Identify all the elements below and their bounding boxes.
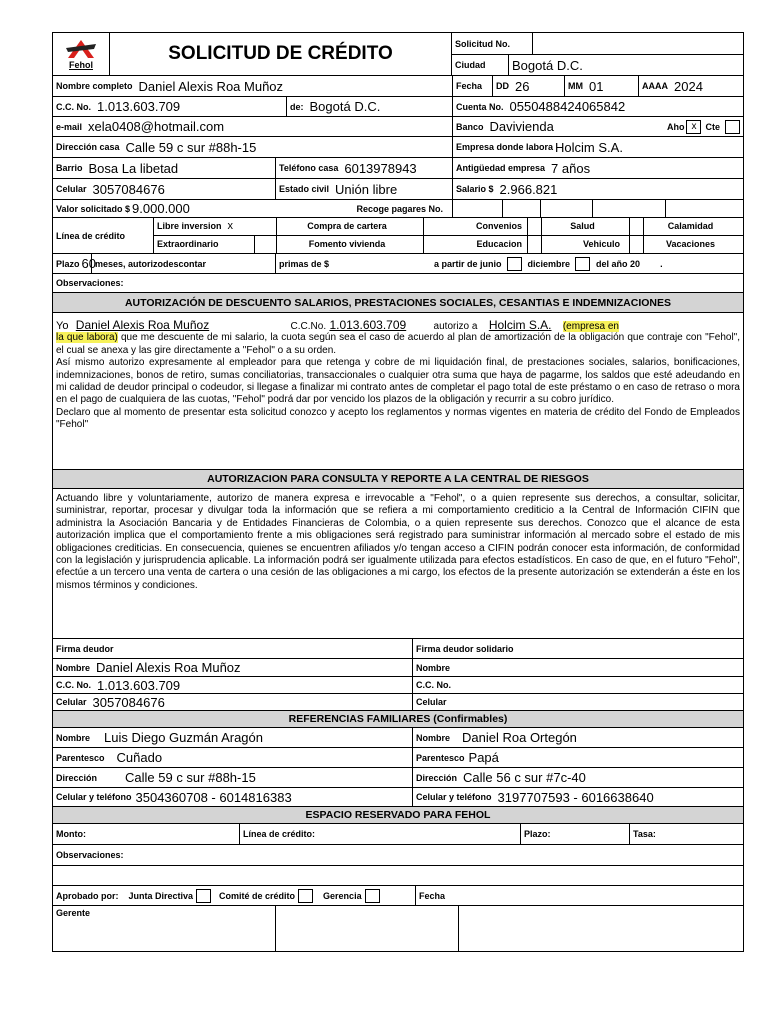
deudor-nombre-field[interactable]: Daniel Alexis Roa Muñoz xyxy=(96,660,241,675)
solicitud-label: Solicitud No. xyxy=(455,38,510,49)
compra-label: Compra de cartera xyxy=(307,221,387,232)
fecha-reservado-label: Fecha xyxy=(419,890,446,901)
reservado-obs-label: Observaciones: xyxy=(56,850,124,860)
ref1-nombre-label: Nombre xyxy=(56,732,91,743)
tasa-label: Tasa: xyxy=(633,829,656,839)
barrio-field[interactable]: Bosa La libetad xyxy=(88,160,179,176)
autorizacion-text-3: Declaro que al momento de presentar esta solicitud conozco y acepto los reglamentos y normas vigentes en materia de crédito del Fondo de Empleados "Fehol" xyxy=(56,406,740,431)
empresa-label: Empresa donde labora xyxy=(456,142,554,152)
valor-row xyxy=(53,199,743,217)
recoge-field-3[interactable] xyxy=(540,200,592,217)
linea-row xyxy=(53,217,743,253)
plazo-reservado-label: Plazo: xyxy=(524,829,551,839)
extra-checkbox[interactable] xyxy=(254,236,276,253)
nombre-row xyxy=(53,75,743,96)
meses-label: meses, autorizodescontar xyxy=(95,258,207,269)
gerencia-label: Gerencia xyxy=(323,890,362,901)
firma-row xyxy=(53,638,743,658)
nombre-field[interactable]: Daniel Alexis Roa Muñoz xyxy=(138,78,284,94)
mm-label: MM xyxy=(568,81,583,91)
solicitud-field[interactable] xyxy=(532,33,743,54)
fecha-label: Fecha xyxy=(456,81,483,91)
ref-direccion-row xyxy=(53,767,743,787)
barrio-row xyxy=(53,157,743,178)
firma-deudor-label: Firma deudor xyxy=(56,643,114,654)
delano-dot: . xyxy=(660,258,663,269)
calamidad-label: Calamidad xyxy=(667,221,714,232)
recoge-label: Recoge pagares No. xyxy=(356,203,443,214)
ref1-direccion-field[interactable]: Calle 59 c sur #88h-15 xyxy=(125,770,256,785)
linea-credito-label: Línea de crédito: xyxy=(243,829,316,839)
ref2-direccion-label: Dirección xyxy=(416,772,458,783)
banco-field[interactable]: Davivienda xyxy=(489,119,554,134)
ref-celular-row xyxy=(53,787,743,806)
deudor-nombre-label: Nombre xyxy=(56,662,91,673)
email-row xyxy=(53,116,743,136)
aho-label: Aho xyxy=(666,121,685,132)
firma-cc-row xyxy=(53,676,743,693)
ref2-nombre-field[interactable]: Daniel Roa Ortegón xyxy=(462,730,577,745)
gerente-label: Gerente xyxy=(56,908,91,918)
plazo-row xyxy=(53,253,743,273)
firma-nombre-row xyxy=(53,658,743,676)
plazo-field[interactable]: 60 xyxy=(81,256,96,271)
cte-checkbox[interactable] xyxy=(725,120,740,134)
ref1-parentesco-field[interactable]: Cuñado xyxy=(116,750,163,765)
educacion-checkbox[interactable] xyxy=(527,236,541,253)
empresa-note-b: la que labora) xyxy=(56,332,118,344)
deudor-cc-label: C.C. No. xyxy=(56,680,91,690)
central-riesgos-text: Actuando libre y voluntariamente, autorizo de manera expresa e irrevocable a "Fehol", o a quien represente sus derechos, a consultar, solicitar, suministrar, reportar, procesar y divulgar toda la información que se refiera a mi comportamiento crediticio a la Central de Información CIFIN que administra la Asociación Bancaria y de Entidades Financieras de Colombia, o a quien represente sus derechos. Conozco que el alcance de esta autorización implica que el comportamiento frente a mis obligaciones será registrado para suministrar información al mercado sobre el estado de mis obligaciones crediticias. En consecuencia, quienes se encuentren afiliados y/o tengan acceso a CIFIN podrán conocer esta información, de conformidad con la legislación y jurisprudencia aplicable. La información podrá ser igualmente utilizada para efectos estadísticos. En caso de que, en el futuro "Fehol", efectúe a un tercero una venta de cartera o una cesión de las obligaciones a mi cargo, los efectos de la presente autorización se extenderán a éste en los mismos términos y condiciones. xyxy=(56,493,740,591)
aaaa-field[interactable]: 2024 xyxy=(674,78,703,94)
central-riesgos-body xyxy=(53,488,743,638)
comite-label: Comité de crédito xyxy=(219,890,296,901)
ref-parentesco-row xyxy=(53,747,743,767)
libre-field[interactable]: x xyxy=(227,220,234,233)
salario-field[interactable]: 2.966.821 xyxy=(499,181,558,197)
libre-label: Libre inversion xyxy=(157,221,222,232)
credit-application-form xyxy=(52,32,744,952)
autorizacion-descuento-header xyxy=(53,292,743,312)
dd-label: DD xyxy=(496,81,509,91)
salud-label: Salud xyxy=(570,221,595,232)
firma-celular-row xyxy=(53,693,743,710)
celular-row xyxy=(53,178,743,199)
linea-label: Línea de crédito xyxy=(56,230,126,241)
dd-field[interactable]: 26 xyxy=(515,78,530,94)
ciudad-label: Ciudad xyxy=(455,60,486,70)
observaciones-label: Observaciones: xyxy=(56,278,124,288)
junta-label: Junta Directiva xyxy=(128,890,194,901)
de-field[interactable]: Bogotá D.C. xyxy=(309,99,381,114)
recoge-field-5[interactable] xyxy=(665,200,743,217)
aaaa-label: AAAA xyxy=(642,81,668,91)
diciembre-checkbox[interactable] xyxy=(575,257,590,271)
direccion-row xyxy=(53,136,743,157)
email-field[interactable]: xela0408@hotmail.com xyxy=(88,119,225,134)
reservado-obs-row xyxy=(53,844,743,865)
valor-label: Valor solicitado $ xyxy=(56,203,131,214)
comite-checkbox[interactable] xyxy=(298,889,313,903)
autorizacion-first-line xyxy=(56,319,740,333)
recoge-field-4[interactable] xyxy=(592,200,665,217)
firma-solidario-label: Firma deudor solidario xyxy=(416,643,514,654)
reservado-header xyxy=(53,806,743,823)
cuenta-label: Cuenta No. xyxy=(456,101,504,112)
gerencia-checkbox[interactable] xyxy=(365,889,380,903)
ref2-parentesco-field[interactable]: Papá xyxy=(468,750,499,765)
ciudad-field[interactable]: Bogotá D.C. xyxy=(512,57,583,73)
ref2-nombre-label: Nombre xyxy=(416,732,451,743)
deudor-celular-label: Celular xyxy=(56,697,87,707)
cte-label: Cte xyxy=(705,121,720,132)
vehiculo-checkbox[interactable] xyxy=(629,236,643,253)
logo-text: Fehol xyxy=(69,60,93,70)
plazo-label: Plazo xyxy=(56,258,80,269)
telcasa-label: Teléfono casa xyxy=(279,163,339,173)
autorizacion-descuento-body xyxy=(53,312,743,469)
ref2-direccion-field[interactable]: Calle 56 c sur #7c-40 xyxy=(463,770,586,785)
vacaciones-label: Vacaciones xyxy=(665,239,716,250)
monto-label: Monto: xyxy=(56,829,86,839)
direccion-field[interactable]: Calle 59 c sur #88h-15 xyxy=(125,139,257,155)
reservado-blank-row xyxy=(53,865,743,885)
solidario-celular-label: Celular xyxy=(416,697,447,707)
educacion-label: Educacion xyxy=(476,239,522,250)
aprobado-label: Aprobado por: xyxy=(56,890,119,901)
referencias-header xyxy=(53,710,743,727)
diciembre-label: diciembre xyxy=(527,258,571,269)
header-row xyxy=(53,33,743,75)
ref1-nombre-field[interactable]: Luis Diego Guzmán Aragón xyxy=(104,730,263,745)
civil-label: Estado civil xyxy=(279,184,330,194)
celular-field[interactable]: 3057084676 xyxy=(92,181,165,197)
fehol-logo xyxy=(53,33,109,75)
aprobado-row xyxy=(53,885,743,905)
autorizacion-text-2: Así mismo autorizo expresamente al empleador para que retenga y cobre de mi liquidación final, de prestaciones sociales, salarios, bonificaciones, indemnizaciones, bonos de retiro, sumas conciliatorias, transaccionales o cualquier otra suma que haya de pagarme, los saldos que esté adeudando en mi calidad de deudor principal o codeudor, si llegase a finalizar mi contrato antes de completar el pago total de este préstamo o en caso de retraso o mora en el pago de cualquiera de las cuotas, "Fehol" podrá dar por vencido los plazos de la obligación y recurrir a su cobro jurídico. xyxy=(56,357,740,406)
mm-field[interactable]: 01 xyxy=(589,78,604,94)
cuenta-field[interactable]: 0550488424065842 xyxy=(509,99,626,114)
convenios-label: Convenios xyxy=(475,221,522,232)
vehiculo-label: Vehiculo xyxy=(582,239,620,250)
reservado-blank[interactable] xyxy=(53,866,743,885)
antig-field[interactable]: 7 años xyxy=(551,160,591,176)
solidario-cc-label: C.C. No. xyxy=(416,680,451,690)
aho-checkbox[interactable]: x xyxy=(686,120,701,134)
telcasa-field[interactable]: 6013978943 xyxy=(344,160,417,176)
autorizacion-cc-field[interactable]: 1.013.603.709 xyxy=(329,318,407,332)
header-right xyxy=(451,33,743,75)
nombre-label: Nombre completo xyxy=(56,81,133,91)
autorizacion-text-1: que me descuente de mi salario, la cuota según sea el caso de acuerdo al plan de amortización de la obligación que contraje con "Fehol", el cual se anexa y las gire directamente a "Fehol" o a su orden. xyxy=(56,332,740,356)
deudor-celular-field[interactable]: 3057084676 xyxy=(92,694,165,710)
deudor-cc-field[interactable]: 1.013.603.709 xyxy=(97,677,181,693)
de-label: de: xyxy=(290,101,304,112)
celular-label: Celular xyxy=(56,184,87,194)
convenios-checkbox[interactable] xyxy=(527,218,541,235)
recoge-field-1[interactable] xyxy=(452,200,502,217)
cc-row xyxy=(53,96,743,116)
cc-label: C.C. No. xyxy=(56,101,91,112)
extra-label: Extraordinario xyxy=(157,239,219,250)
fomento-label: Fomento vivienda xyxy=(308,239,386,250)
gerente-firma-field[interactable] xyxy=(275,906,458,951)
ref2-cel-field[interactable]: 3197707593 - 6016638640 xyxy=(497,789,654,805)
solidario-nombre-label: Nombre xyxy=(416,662,451,673)
central-riesgos-title: AUTORIZACION PARA CONSULTA Y REPORTE A LA CENTRAL DE RIESGOS xyxy=(53,470,743,488)
autorizacion-empresa-field[interactable]: Holcim S.A. xyxy=(488,318,552,332)
autorizo-label: autorizo a xyxy=(433,321,478,332)
yo-label: Yo xyxy=(56,320,69,332)
delano-label: del año 20 xyxy=(596,258,641,269)
fecha-reservado-field[interactable] xyxy=(458,906,743,951)
gerente-row xyxy=(53,905,743,951)
fehol-logo-icon xyxy=(64,38,98,60)
junio-checkbox[interactable] xyxy=(507,257,522,271)
antig-label: Antigüedad empresa xyxy=(456,163,546,173)
ref1-direccion-label: Dirección xyxy=(56,772,98,783)
empresa-field[interactable]: Holcim S.A. xyxy=(555,139,623,155)
ref1-cel-field[interactable]: 3504360708 - 6014816383 xyxy=(135,789,292,805)
central-riesgos-header xyxy=(53,469,743,488)
primas-label: primas de $ xyxy=(279,258,330,269)
junta-checkbox[interactable] xyxy=(196,889,211,903)
ref2-parentesco-label: Parentesco xyxy=(416,752,465,763)
autorizacion-cc-label: C.C.No. xyxy=(290,321,327,332)
direccion-label: Dirección casa xyxy=(56,142,120,152)
email-label: e-mail xyxy=(56,121,83,132)
cc-field[interactable]: 1.013.603.709 xyxy=(97,99,181,114)
ref-nombre-row xyxy=(53,727,743,747)
salario-label: Salario $ xyxy=(456,184,494,194)
autorizacion-descuento-title: AUTORIZACIÓN DE DESCUENTO SALARIOS, PRESTACIONES SOCIALES, CESANTIAS E INDEMNIZACIONES xyxy=(53,293,743,312)
empresa-note-a: (empresa en xyxy=(562,321,619,332)
referencias-title: REFERENCIAS FAMILIARES (Confirmables) xyxy=(53,711,743,727)
reservado-monto-row xyxy=(53,823,743,844)
form-title: SOLICITUD DE CRÉDITO xyxy=(109,33,451,75)
recoge-field-2[interactable] xyxy=(502,200,540,217)
reservado-title: ESPACIO RESERVADO PARA FEHOL xyxy=(53,807,743,823)
ref2-cel-label: Celular y teléfono xyxy=(416,792,492,802)
observaciones-row xyxy=(53,273,743,292)
barrio-label: Barrio xyxy=(56,163,83,173)
autorizacion-descuento-text xyxy=(53,313,743,469)
apartir-label: a partir de junio xyxy=(434,258,502,269)
autorizacion-nombre-field[interactable]: Daniel Alexis Roa Muñoz xyxy=(75,318,210,332)
ref1-cel-label: Celular y teléfono xyxy=(56,792,132,802)
civil-field[interactable]: Unión libre xyxy=(335,181,398,197)
salud-checkbox[interactable] xyxy=(629,218,643,235)
ref1-parentesco-label: Parentesco xyxy=(56,752,105,763)
valor-field[interactable]: 9.000.000 xyxy=(132,201,190,216)
banco-label: Banco xyxy=(456,121,484,132)
